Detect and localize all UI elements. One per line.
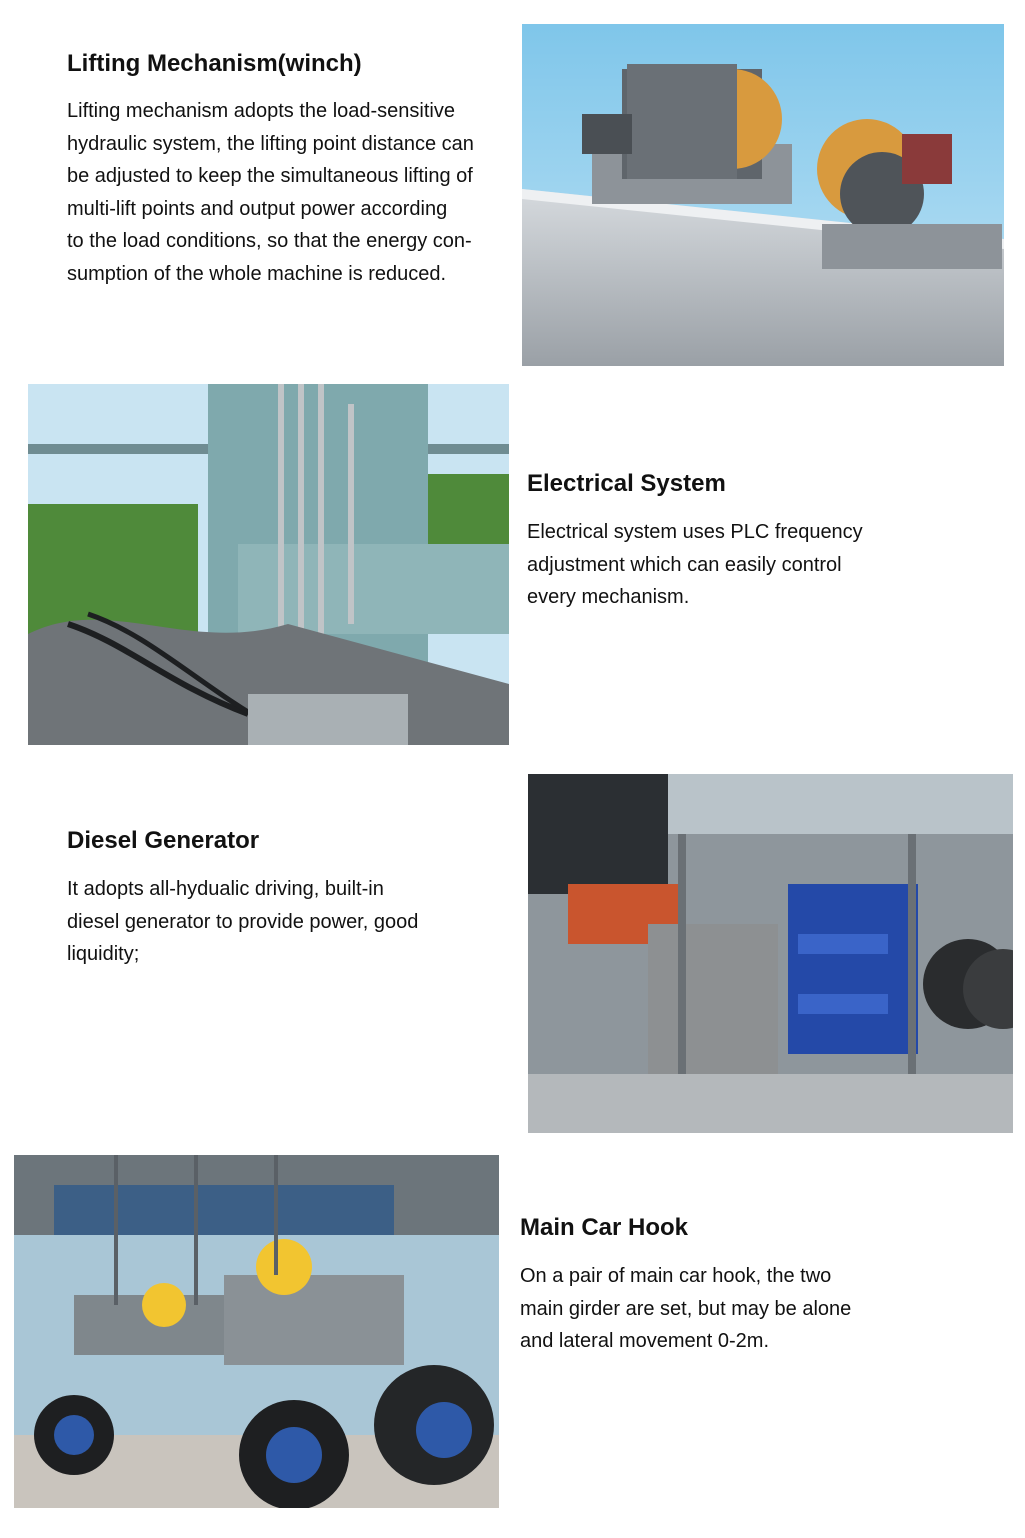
description-line: It adopts all-hydualic driving, built-in [67, 878, 384, 900]
diesel-generator-photo [528, 774, 1013, 1133]
electrical-system-title: Electrical System [527, 470, 726, 497]
winch-photo [522, 24, 1004, 366]
diesel-generator-title: Diesel Generator [67, 827, 260, 854]
electrical-system-photo [28, 384, 509, 745]
description-line: On a pair of main car hook, the two [520, 1265, 832, 1287]
main-car-hook-title: Main Car Hook [520, 1214, 689, 1241]
main-car-hook-photo [14, 1155, 499, 1508]
description-line: to the load conditions, so that the energy con- [67, 230, 472, 252]
diesel-generator-description [67, 873, 418, 971]
description-line: adjustment which can easily control [527, 553, 842, 576]
description-line: every mechanism. [527, 586, 690, 608]
description-line: sumption of the whole machine is reduced. [67, 262, 447, 285]
description-line: be adjusted to keep the simultaneous lifting of [67, 165, 473, 187]
description-line: and lateral movement 0-2m. [520, 1330, 770, 1352]
description-line: diesel generator to provide power, good [67, 910, 419, 933]
electrical-system-description [527, 516, 863, 614]
description-line: hydraulic system, the lifting point distance can [67, 132, 474, 155]
description-line: Lifting mechanism adopts the load-sensitive [67, 100, 455, 122]
lifting-mechanism-title: Lifting Mechanism(winch) [67, 50, 362, 77]
lifting-mechanism-description [67, 95, 474, 290]
description-line: liquidity; [67, 943, 140, 965]
main-car-hook-description [520, 1260, 851, 1358]
description-line: Electrical system uses PLC frequency [527, 521, 863, 543]
description-line: main girder are set, but may be alone [520, 1297, 852, 1320]
description-line: multi-lift points and output power according [67, 197, 448, 220]
